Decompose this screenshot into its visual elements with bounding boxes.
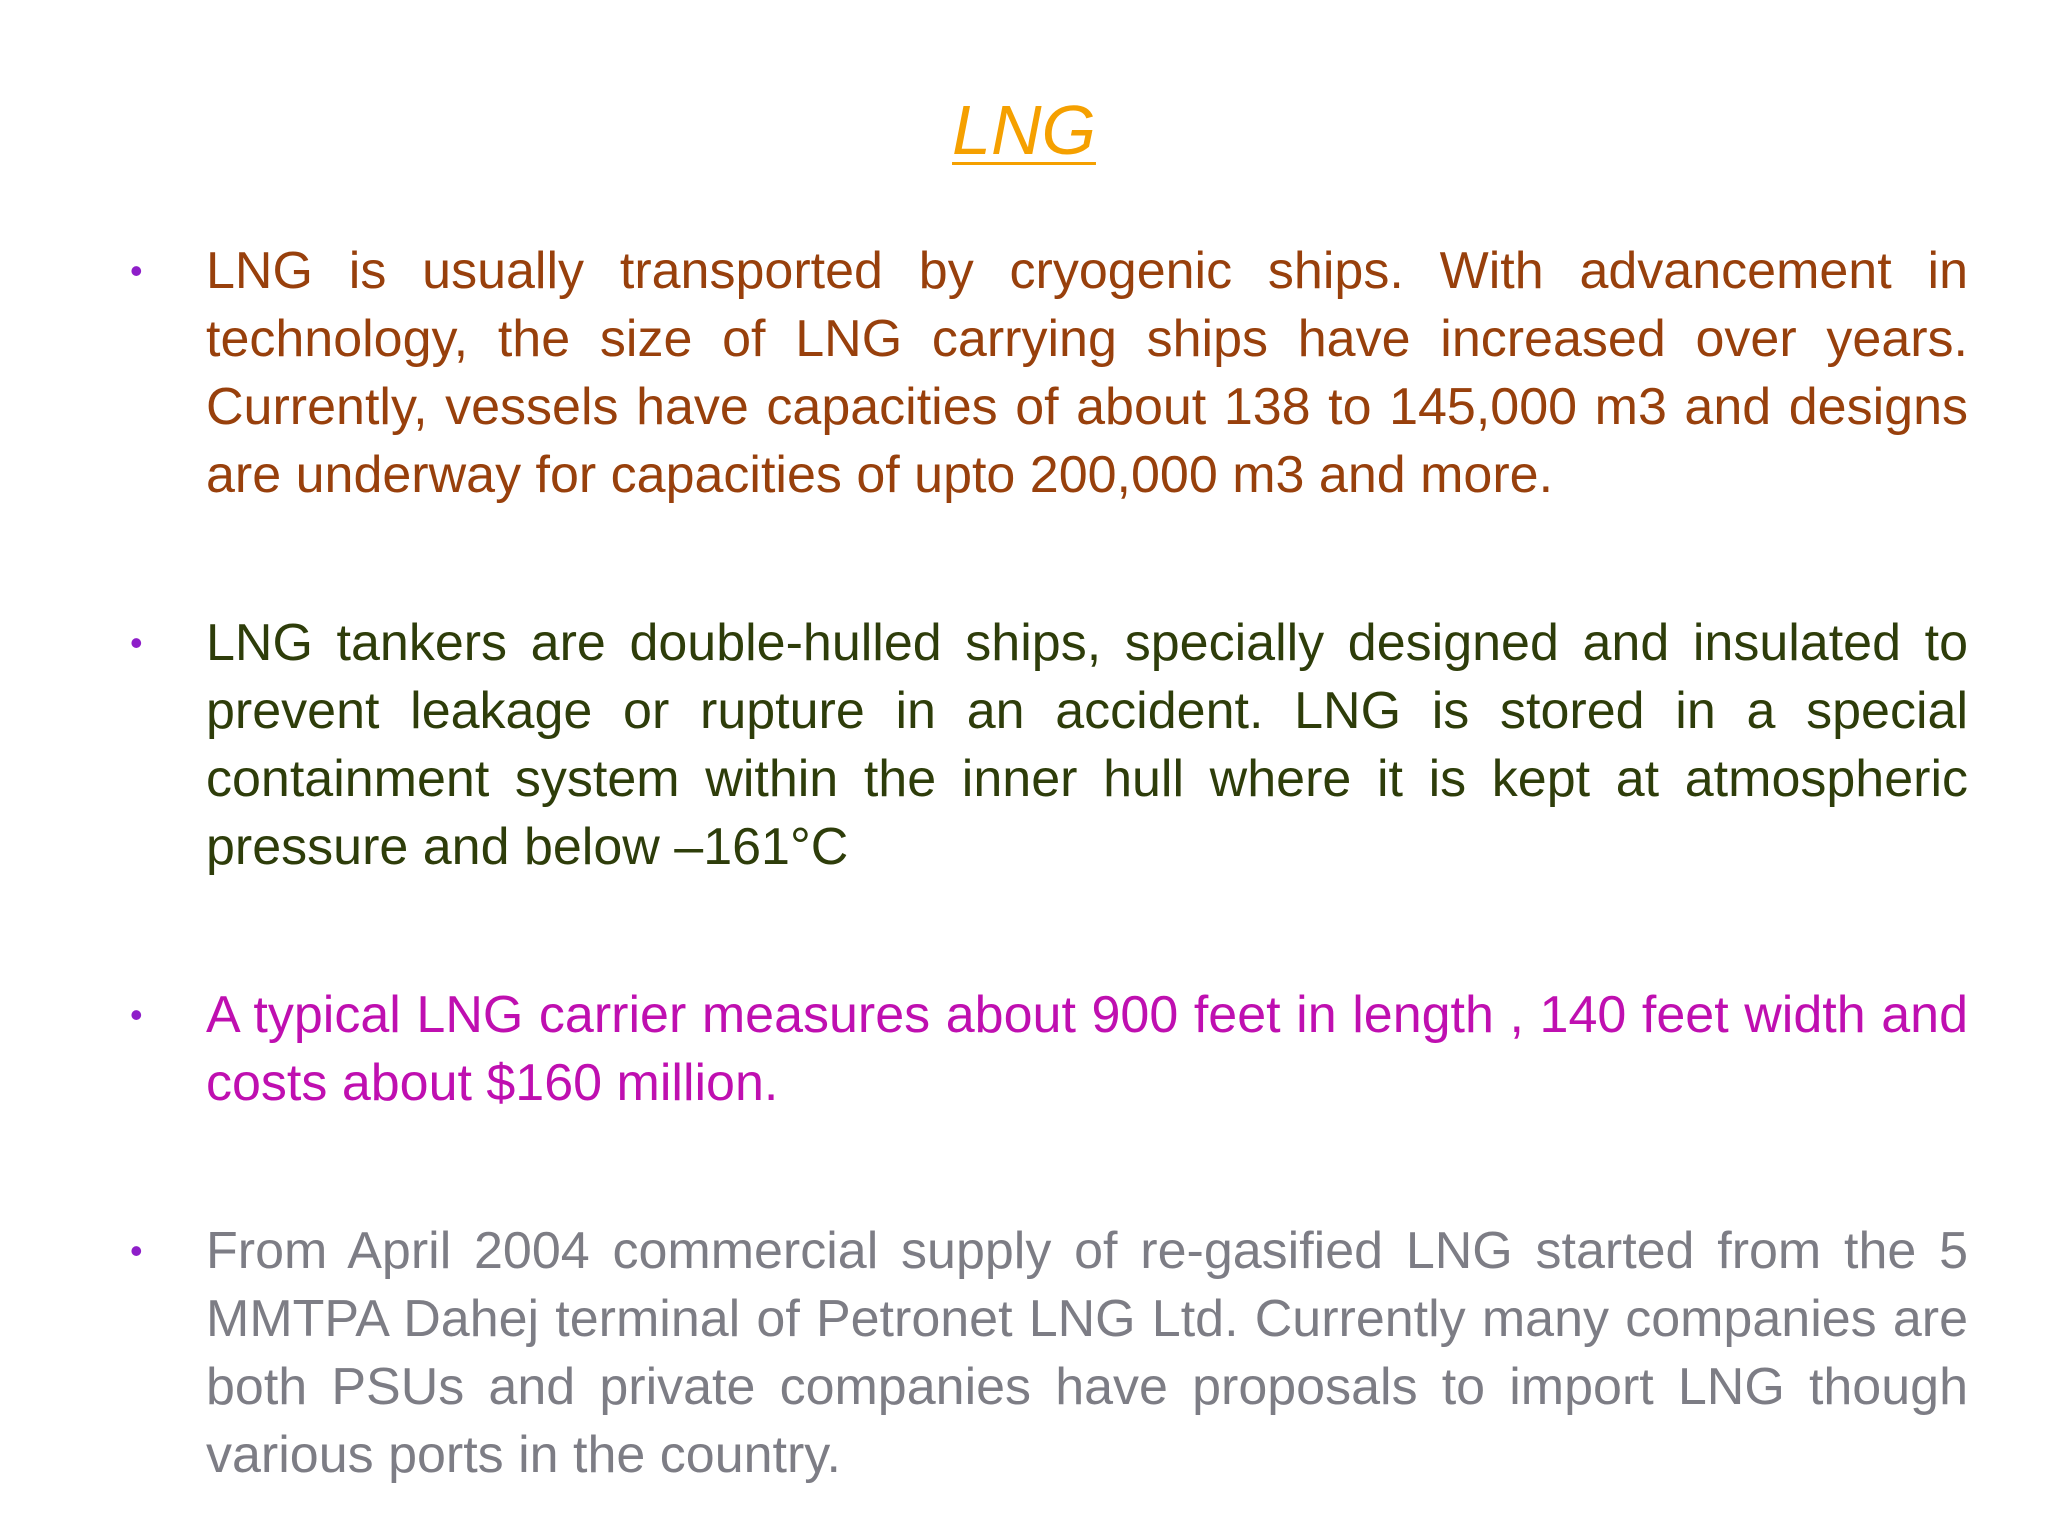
bullet-item-supply [130,1217,1968,1489]
slide-title: LNG [952,91,1096,169]
bullet-text-carrier: A typical LNG carrier measures about 900 feet in length , 140 feet width and costs about $160 million. [206,986,1968,1112]
bullet-icon: • [130,994,143,1035]
bullet-icon: • [130,250,143,291]
bullet-text-tankers: LNG tankers are double-hulled ships, specially designed and insulated to prevent leakage or rupture in an accident. LNG is stored in a special containment system within the inner hull where it is kept at atmospheric pressure and below –161°C [206,614,1968,876]
bullet-text-transport: LNG is usually transported by cryogenic ships. With advancement in technology, the size of LNG carrying ships have increased over years. Currently, vessels have capacities of about 138 to 145,000 m3 and designs are underway for capacities of upto 200,000 m3 and more. [206,242,1968,504]
bullet-list [130,237,1968,1536]
bullet-item-tankers [130,609,1968,881]
bullet-icon: • [130,622,143,663]
bullet-text-supply: From April 2004 commercial supply of re-gasified LNG started from the 5 MMTPA Dahej terminal of Petronet LNG Ltd. Currently many companies are both PSUs and private companies have proposals to import LNG though various ports in the country. [206,1222,1968,1484]
bullet-item-carrier [130,981,1968,1117]
bullet-item-transport [130,237,1968,509]
bullet-icon: • [130,1230,143,1271]
